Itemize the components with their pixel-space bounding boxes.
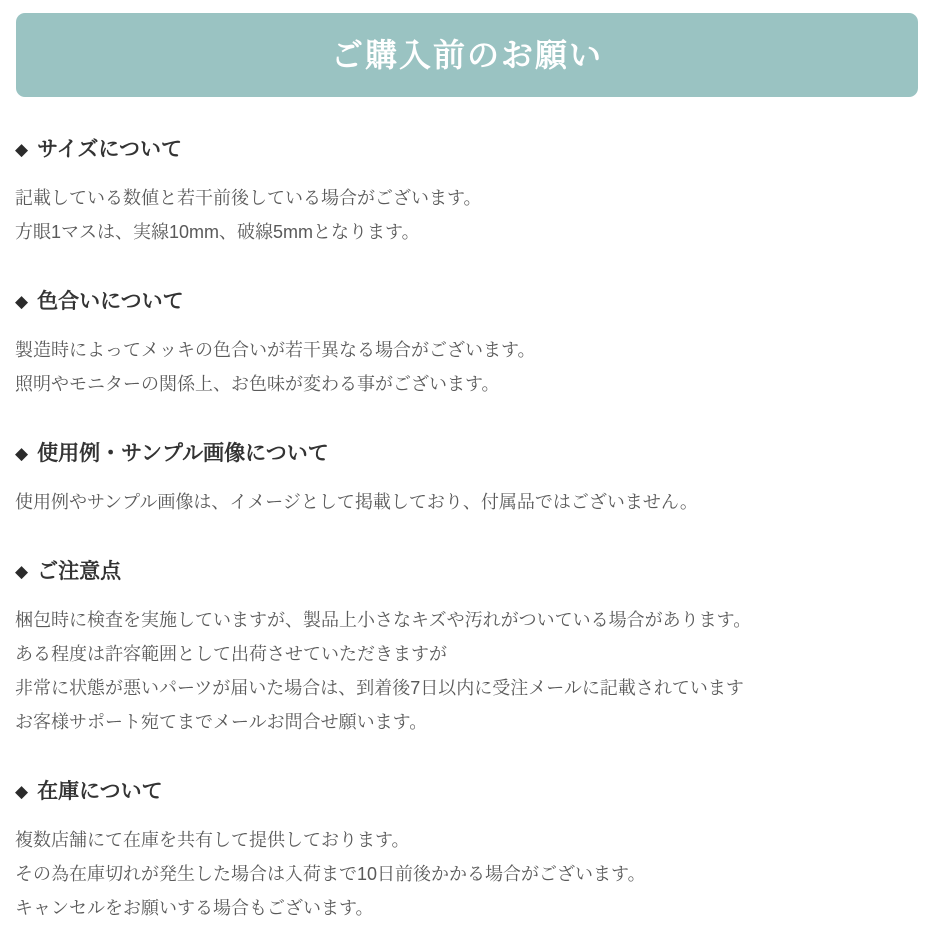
purchase-notice-page [0, 13, 950, 950]
diamond-bullet-icon: ◆ [15, 140, 29, 159]
body-line: 方眼1マスは、実線10mm、破線5mmとなります。 [15, 222, 420, 242]
sections-container [0, 137, 950, 925]
section-heading-text: 使用例・サンプル画像について [37, 442, 329, 465]
page-title: ご購入前のお願い [330, 37, 603, 73]
body-line: 製造時によってメッキの色合いが若干異なる場合がございます。 [15, 340, 536, 360]
section-body [15, 485, 930, 519]
body-line: 使用例やサンプル画像は、イメージとして掲載しており、付属品ではございません。 [15, 492, 698, 512]
section-heading-text: サイズについて [37, 138, 182, 161]
section-heading-text: ご注意点 [37, 560, 122, 583]
section-body [15, 603, 930, 739]
section-body [15, 823, 930, 925]
body-line: 非常に状態が悪いパーツが届いた場合は、到着後7日以内に受注メールに記載されています [15, 678, 744, 698]
section-heading [15, 779, 930, 805]
notice-section [15, 289, 930, 401]
body-line: 照明やモニターの関係上、お色味が変わる事がございます。 [15, 374, 500, 394]
body-line: ある程度は許容範囲として出荷させていただきますが [15, 644, 447, 664]
section-heading [15, 559, 930, 585]
section-heading [15, 289, 930, 315]
section-body [15, 181, 930, 249]
section-heading-text: 色合いについて [37, 290, 184, 313]
section-heading [15, 137, 930, 163]
body-line: 複数店舗にて在庫を共有して提供しております。 [15, 830, 410, 850]
section-heading-text: 在庫について [37, 780, 163, 803]
notice-section [15, 137, 930, 249]
body-line: 記載している数値と若干前後している場合がございます。 [15, 188, 482, 208]
section-body [15, 333, 930, 401]
diamond-bullet-icon: ◆ [15, 444, 29, 463]
diamond-bullet-icon: ◆ [15, 562, 29, 581]
notice-section [15, 441, 930, 519]
body-line: その為在庫切れが発生した場合は入荷まで10日前後かかる場合がございます。 [15, 864, 646, 884]
body-line: キャンセルをお願いする場合もございます。 [15, 898, 374, 918]
notice-section [15, 779, 930, 925]
page-title-banner [16, 13, 918, 97]
body-line: お客様サポート宛てまでメールお問合せ願います。 [15, 712, 428, 732]
notice-section [15, 559, 930, 739]
section-heading [15, 441, 930, 467]
body-line: 梱包時に検査を実施していますが、製品上小さなキズや汚れがついている場合があります。 [15, 610, 752, 630]
diamond-bullet-icon: ◆ [15, 292, 29, 311]
diamond-bullet-icon: ◆ [15, 782, 29, 801]
